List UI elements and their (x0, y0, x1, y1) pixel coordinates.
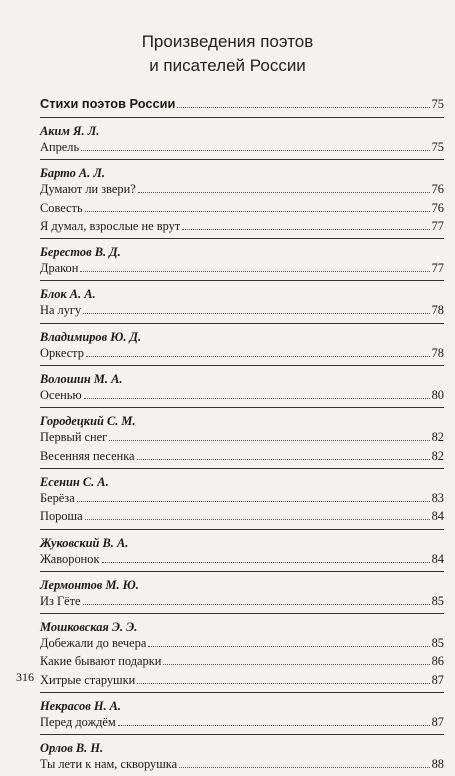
dot-leader (77, 501, 430, 502)
page-number: 316 (16, 670, 34, 684)
entry-title: Совесть (40, 200, 83, 215)
entry-page-number: 77 (431, 261, 444, 276)
toc-entry (40, 346, 444, 364)
entry-separator (40, 365, 444, 366)
entry-title: Первый снег (40, 430, 108, 445)
toc-entry (40, 140, 444, 158)
toc-entry (40, 449, 444, 467)
toc-entry (40, 715, 444, 733)
author-name: Аким Я. Л. (40, 124, 100, 138)
entry-separator (40, 468, 444, 469)
entry-separator (40, 117, 444, 118)
entry-title: Я думал, взрослые не врут (40, 218, 181, 233)
entry-title: Добежали до вечера (40, 636, 147, 651)
entry-page-number: 85 (431, 593, 444, 608)
toc-entry (40, 182, 444, 200)
author-name: Есенин С. А. (40, 474, 109, 489)
section-page-number: 75 (431, 97, 444, 111)
entry-separator (40, 692, 444, 693)
section-label: Стихи поэтов России (40, 96, 176, 111)
section-entry (40, 96, 444, 116)
entry-separator (40, 734, 444, 735)
entry-page-number: 83 (431, 490, 444, 505)
entry-page-number: 84 (431, 551, 444, 566)
entry-separator (40, 280, 444, 281)
author-name: Жуковский В. А. (40, 535, 129, 550)
dot-leader (118, 725, 430, 726)
entry-page-number: 86 (431, 654, 444, 669)
entry-page-number: 78 (431, 303, 444, 318)
entry-page-number: 88 (431, 757, 444, 772)
toc-entry (40, 261, 444, 279)
entry-page-number: 85 (431, 636, 444, 651)
entry-title: Пороша (40, 509, 83, 524)
dot-leader (85, 519, 430, 520)
entry-title: Ты лети к нам, скворушка (40, 757, 178, 772)
entry-separator (40, 159, 444, 160)
author-name: Владимиров Ю. Д. (40, 329, 142, 344)
entry-separator (40, 613, 444, 614)
entry-page-number: 82 (431, 448, 444, 463)
table-of-contents (40, 96, 444, 776)
entry-title: Жаворонок (40, 551, 100, 566)
author-name: Лермонтов М. Ю. (40, 577, 139, 592)
dot-leader (83, 313, 429, 314)
entry-title: Осенью (40, 388, 82, 403)
toc-entry (40, 636, 444, 654)
dot-leader (179, 767, 430, 768)
entry-separator (40, 571, 444, 572)
author-name: Берестов В. Д. (40, 245, 121, 260)
entry-page-number: 76 (431, 182, 444, 197)
toc-entry (40, 673, 444, 691)
page-title (0, 30, 455, 78)
entry-separator (40, 529, 444, 530)
dot-leader (137, 459, 430, 460)
dot-leader (84, 398, 430, 399)
dot-leader (86, 356, 430, 357)
author-name: Городецкий С. М. (40, 414, 136, 429)
entry-title: Весенняя песенка (40, 448, 135, 463)
author-name: Барто А. Л. (40, 166, 105, 181)
entry-separator (40, 323, 444, 324)
entry-title: Из Гёте (40, 593, 81, 608)
toc-entry (40, 201, 444, 219)
entry-title: Какие бывают подарки (40, 654, 162, 669)
entry-page-number: 75 (431, 140, 444, 154)
entry-title: Апрель (40, 140, 80, 154)
title-line-2: и писателей России (149, 56, 306, 75)
entry-page-number: 87 (431, 715, 444, 730)
entry-page-number: 76 (431, 200, 444, 215)
entry-page-number: 77 (431, 218, 444, 233)
toc-entry (40, 757, 444, 775)
toc-entry (40, 388, 444, 406)
entry-title: Оркестр (40, 345, 84, 360)
author-name: Блок А. А. (40, 287, 96, 302)
entry-page-number: 80 (431, 388, 444, 403)
dot-leader (148, 646, 429, 647)
entry-title: Хитрые старушки (40, 672, 136, 687)
author-name: Некрасов Н. А. (40, 699, 122, 714)
dot-leader (109, 440, 429, 441)
dot-leader (85, 211, 430, 212)
dot-leader (102, 562, 430, 563)
entry-separator (40, 407, 444, 408)
toc-entry (40, 430, 444, 448)
dot-leader (80, 271, 429, 272)
toc-entry (40, 219, 444, 237)
toc-entry (40, 594, 444, 612)
entry-title: Перед дождём (40, 715, 116, 730)
dot-leader (177, 107, 429, 108)
entry-page-number: 82 (431, 430, 444, 445)
dot-leader (182, 229, 429, 230)
dot-leader (138, 192, 430, 193)
entry-title: Думают ли звери? (40, 182, 136, 197)
author-name: Мошковская Э. Э. (40, 620, 138, 635)
author-name: Орлов В. Н. (40, 741, 104, 756)
toc-entry (40, 491, 444, 509)
entry-separator (40, 238, 444, 239)
toc-entry (40, 303, 444, 321)
toc-entry (40, 654, 444, 672)
dot-leader (163, 664, 429, 665)
author-name: Волошин М. А. (40, 372, 123, 387)
entry-title: Дракон (40, 261, 79, 276)
entry-title: Берёза (40, 490, 75, 505)
toc-entry (40, 552, 444, 570)
dot-leader (83, 604, 430, 605)
toc-entry (40, 509, 444, 527)
entry-page-number: 78 (431, 345, 444, 360)
dot-leader (137, 683, 429, 684)
dot-leader (81, 150, 430, 151)
entry-page-number: 87 (431, 672, 444, 687)
title-line-1: Произведения поэтов (141, 32, 314, 51)
entry-title: На лугу (40, 303, 82, 318)
entry-page-number: 84 (431, 509, 444, 524)
